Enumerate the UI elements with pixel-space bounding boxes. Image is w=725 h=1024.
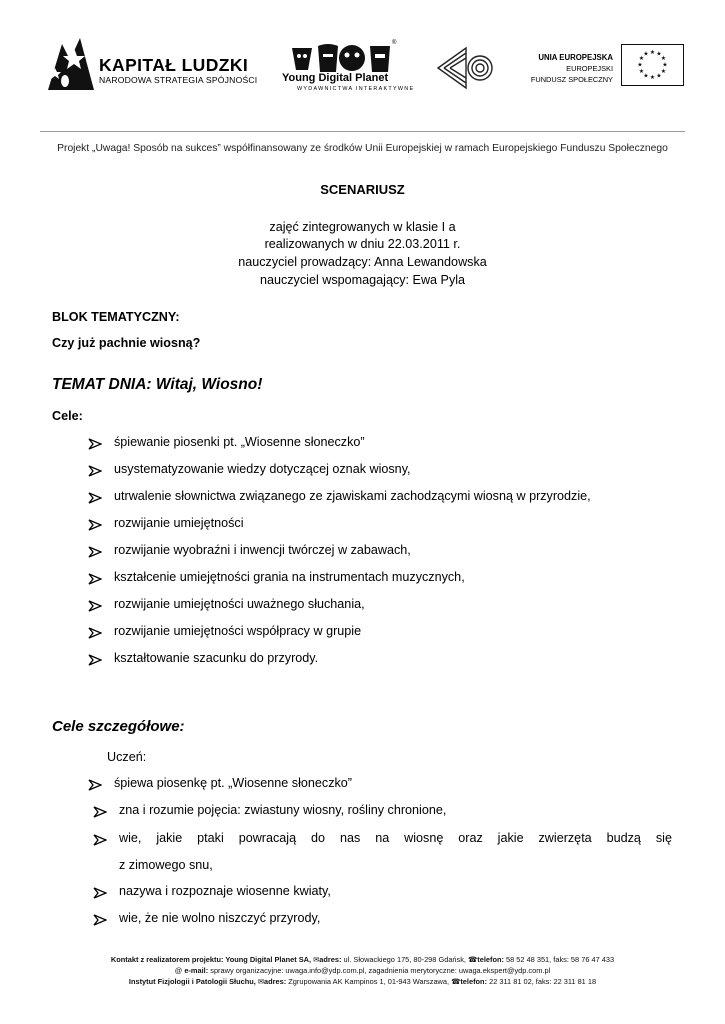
kapital-ludzki-logo [40, 34, 100, 94]
arrow-bullet-icon [88, 465, 102, 477]
arrow-bullet-icon [93, 887, 107, 899]
detailed-item: nazywa i rozpoznaje wiosenne kwiaty, [119, 884, 331, 898]
detailed-item-justified [119, 831, 672, 845]
phone-icon: ☎ [468, 955, 478, 964]
word: jakie [156, 831, 183, 845]
ue-line-1: UNIA EUROPEJSKA [538, 53, 613, 62]
svg-text:★: ★ [660, 68, 667, 75]
ue-line-3: FUNDUSZ SPOŁECZNY [530, 75, 613, 84]
envelope-icon: ✉ [313, 955, 320, 964]
svg-text:★: ★ [656, 72, 662, 80]
svg-text:★: ★ [643, 50, 649, 58]
word: powracają [238, 831, 297, 845]
word: wie, [119, 831, 142, 845]
goal-item: kształtowanie szacunku do przyrody. [114, 651, 319, 665]
word: na [375, 831, 390, 845]
institute-logo [436, 42, 494, 94]
word: do [311, 831, 326, 845]
goal-item: rozwijanie wyobraźni i inwencji twórczej w zabawach, [114, 543, 411, 557]
footer-address: ul. Słowackiego 175, 80-298 Gdańsk, [343, 955, 466, 964]
footer-line-1 [0, 955, 725, 964]
goal-item: rozwijanie umiejętności [114, 516, 244, 530]
footer-institute: Instytut Fizjologii i Patologii Słuchu, [128, 977, 256, 986]
footer-phone: 22 311 81 02, faks: 22 311 81 18 [489, 977, 597, 986]
svg-text:★: ★ [649, 74, 656, 81]
arrow-bullet-icon [88, 779, 102, 791]
detailed-item: zna i rozumie pojęcia: zwiastuny wiosny, rośliny chronione, [119, 803, 447, 817]
intro-line: nauczyciel prowadzący: Anna Lewandowska [238, 255, 487, 269]
envelope-icon: ✉ [257, 977, 265, 986]
kapital-ludzki-title: KAPITAŁ LUDZKI [99, 55, 249, 75]
arrow-bullet-icon [88, 600, 102, 612]
phone-icon: ☎ [451, 977, 461, 986]
student-label: Uczeń: [107, 750, 147, 764]
eu-flag-icon [621, 44, 684, 86]
word: ptaki [197, 831, 224, 845]
word: jakie [497, 831, 524, 845]
footer-email: sprawy organizacyjne: uwaga.info@ydp.com.pl, zagadnienia merytoryczne: uwaga.ekspert@ydp.com.pl [210, 966, 551, 975]
goal-item: usystematyzowanie wiedzy dotyczącej oznak wiosny, [114, 462, 411, 476]
svg-text:★: ★ [660, 55, 667, 62]
word: się [655, 831, 672, 845]
detailed-item: śpiewa piosenkę pt. „Wiosenne słoneczko” [114, 776, 353, 790]
ydp-mascots-logo [288, 40, 397, 76]
goal-item: rozwijanie umiejętności uważnego słuchania, [114, 597, 365, 611]
footer-address: Zgrupowania AK Kampinos 1, 01-943 Warszawa, [288, 977, 450, 986]
block-label: BLOK TEMATYCZNY: [52, 310, 180, 324]
ydp-name: Young Digital Planet [282, 72, 389, 84]
goals-label: Cele: [52, 409, 83, 423]
svg-text:★: ★ [662, 61, 668, 69]
footer-contact-label: Kontakt z realizatorem projektu: Young Digital Planet SA, [110, 955, 312, 964]
footer-phone-label: telefon: [477, 955, 504, 964]
ue-line-2: EUROPEJSKI [566, 64, 613, 73]
topic-heading: TEMAT DNIA: Witaj, Wiosno! [52, 376, 263, 393]
svg-text:★: ★ [649, 49, 656, 56]
detailed-goals-heading: Cele szczegółowe: [52, 718, 185, 735]
footer-address-label: adres: [319, 955, 342, 964]
arrow-bullet-icon [88, 438, 102, 450]
arrow-bullet-icon [88, 519, 102, 531]
word: zwierzęta [538, 831, 592, 845]
word: nas [339, 831, 361, 845]
goal-item: kształcenie umiejętności grania na instrumentach muzycznych, [114, 570, 465, 584]
arrow-bullet-icon [93, 806, 107, 818]
svg-text:★: ★ [656, 50, 662, 58]
svg-text:★: ★ [638, 55, 645, 62]
arrow-bullet-icon [88, 627, 102, 639]
arrow-bullet-icon [88, 654, 102, 666]
goal-item: śpiewanie piosenki pt. „Wiosenne słoneczko” [114, 435, 365, 449]
word: wiosnę [404, 831, 444, 845]
kapital-ludzki-subtitle: NARODOWA STRATEGIA SPÓJNOŚCI [99, 75, 258, 85]
arrow-bullet-icon [88, 546, 102, 558]
word: oraz [458, 831, 483, 845]
registered-mark: ® [392, 40, 397, 46]
svg-text:★: ★ [638, 68, 645, 75]
svg-text:★: ★ [643, 72, 649, 80]
footer-line-3 [0, 977, 725, 986]
project-note: Projekt „Uwaga! Sposób na sukces” współfinansowany ze środków Unii Europejskiej w ramach Europejskiego Funduszu Społecznego [57, 143, 668, 154]
intro-line: realizowanych w dniu 22.03.2011 r. [264, 237, 461, 251]
footer-phone: 58 52 48 351, faks: 58 76 47 433 [506, 955, 615, 964]
footer-line-2 [0, 966, 725, 975]
arrow-bullet-icon [88, 573, 102, 585]
footer-address-label: adres: [264, 977, 287, 986]
intro-line: zajęć zintegrowanych w klasie I a [269, 220, 456, 234]
goal-item: utrwalenie słownictwa związanego ze zjawiskami zachodzącymi wiosną w przyrodzie, [114, 489, 591, 503]
svg-text:★: ★ [637, 61, 643, 69]
footer-email-label: e-mail: [184, 966, 209, 975]
ydp-subtitle: WYDAWNICTWA INTERAKTYWNE [297, 86, 415, 92]
intro-line: nauczyciel wspomagający: Ewa Pyla [259, 273, 466, 287]
arrow-bullet-icon [93, 834, 107, 846]
block-value: Czy już pachnie wiosną? [52, 336, 201, 350]
goal-item: rozwijanie umiejętności współpracy w grupie [114, 624, 362, 638]
detailed-item: wie, że nie wolno niszczyć przyrody, [119, 911, 321, 925]
arrow-bullet-icon [88, 492, 102, 504]
word: budzą [606, 831, 641, 845]
arrow-bullet-icon [93, 914, 107, 926]
detailed-item-continuation: z zimowego snu, [119, 858, 213, 872]
footer-phone-label: telefon: [460, 977, 488, 986]
document-title: SCENARIUSZ [320, 182, 405, 197]
header-divider [40, 131, 685, 132]
at-icon: @ [174, 966, 183, 975]
